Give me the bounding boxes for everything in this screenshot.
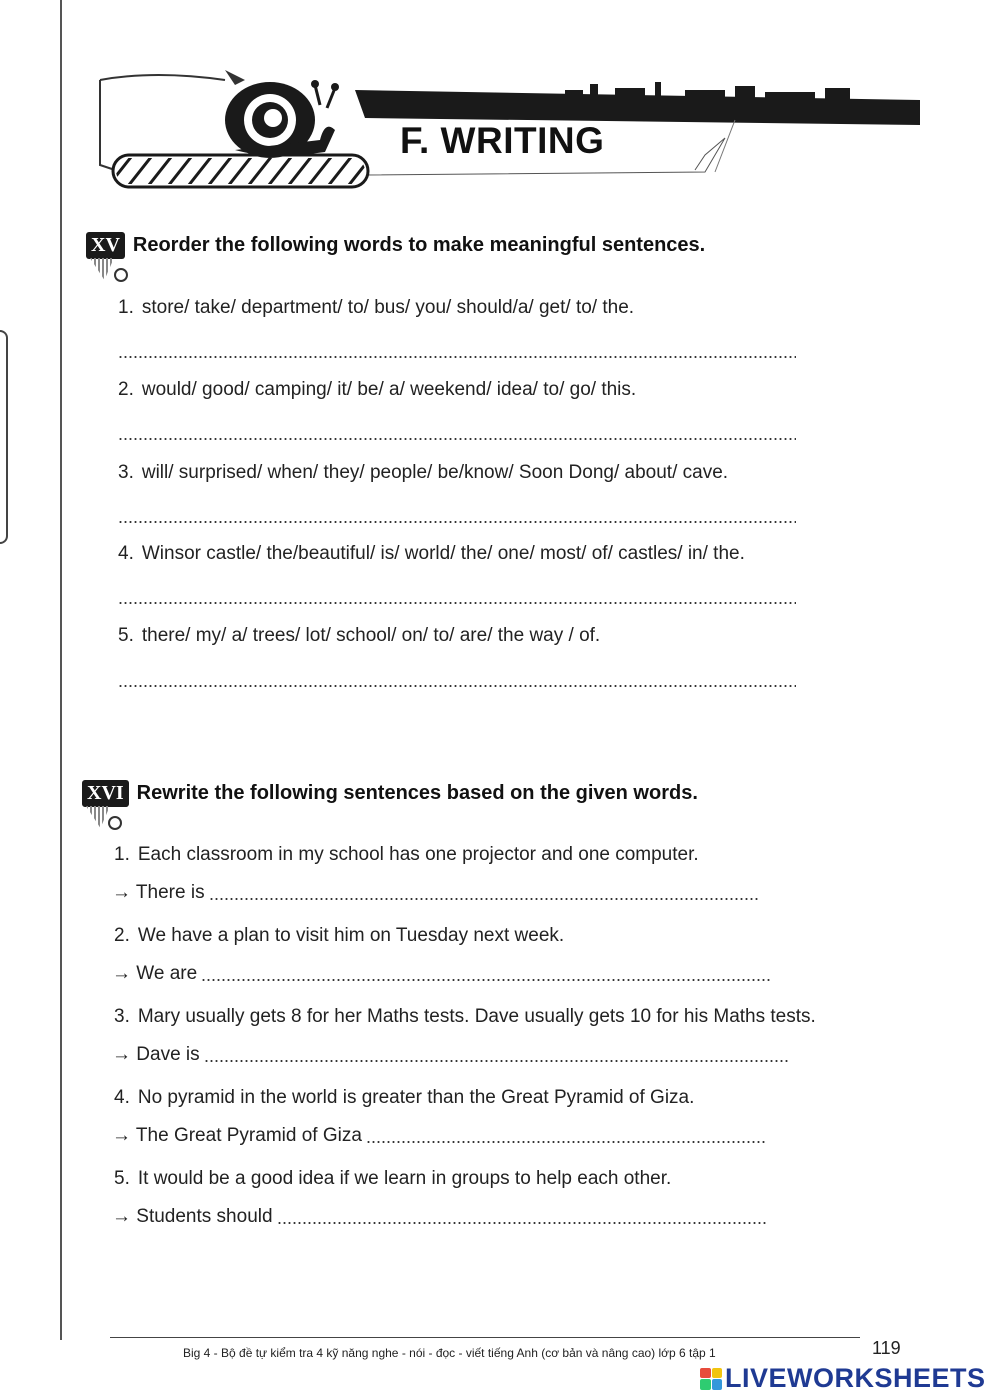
reorder-item: 4. Winsor castle/ the/beautiful/ is/ world/ the/ one/ most/ of/ castles/ in/ the. [118,543,745,564]
liveworksheets-brand: LIVEWORKSHEETS [725,1363,986,1393]
exercise-xvi-header [82,780,698,807]
rewrite-item: 4. No pyramid in the world is greater than the Great Pyramid of Giza. [114,1087,695,1108]
rewrite-answer-row[interactable]: → Dave is [112,1044,789,1066]
rewrite-item: 1. Each classroom in my school has one projector and one computer. [114,844,699,865]
footer-book-title: Big 4 - Bộ đề tự kiểm tra 4 kỹ năng nghe - nói - đọc - viết tiếng Anh (cơ bản và nâng cao) lớp 6 tập 1 [183,1346,716,1360]
page-edge-mark [0,330,8,544]
exercise-xvi-instruction: Rewrite the following sentences based on the given words. [136,782,698,804]
liveworksheets-logo-icon [700,1368,722,1390]
rewrite-item: 2. We have a plan to visit him on Tuesday next week. [114,925,565,946]
reorder-item: 5. there/ my/ a/ trees/ lot/ school/ on/ to/ are/ the way / of. [118,625,601,646]
answer-line[interactable] [277,1222,767,1224]
liveworksheets-watermark [700,1363,986,1394]
page-binding-line [60,0,62,1340]
exercise-xv-badge: XV [86,232,125,259]
answer-line[interactable] [209,898,759,900]
reorder-item: 1. store/ take/ department/ to/ bus/ you/ should/a/ get/ to/ the. [118,297,635,318]
footer-rule [110,1337,860,1338]
answer-line[interactable] [118,685,796,687]
page-number: 119 [872,1338,901,1358]
rewrite-answer-row[interactable]: → The Great Pyramid of Giza [112,1125,766,1147]
rewrite-answer-row[interactable]: → Students should [112,1206,767,1228]
snail-icon [105,70,375,190]
rewrite-answer-row[interactable]: → There is [112,882,759,904]
answer-line[interactable] [118,521,796,523]
reorder-item: 2. would/ good/ camping/ it/ be/ a/ weekend/ idea/ to/ go/ this. [118,379,637,400]
answer-line[interactable] [118,602,796,604]
rewrite-item: 3. Mary usually gets 8 for her Maths tests. Dave usually gets 10 for his Maths tests. [114,1006,816,1027]
exercise-xv-header [86,232,705,259]
pin-icon [108,816,122,830]
reorder-item: 3. will/ surprised/ when/ they/ people/ be/know/ Soon Dong/ about/ cave. [118,462,729,483]
answer-line[interactable] [204,1060,789,1062]
answer-line[interactable] [366,1141,766,1143]
answer-line[interactable] [118,356,796,358]
exercise-xv-instruction: Reorder the following words to make meaningful sentences. [132,234,706,256]
rewrite-item: 5. It would be a good idea if we learn in groups to help each other. [114,1168,672,1189]
section-title: F. WRITING [400,120,605,161]
rewrite-answer-row[interactable]: → We are [112,963,771,985]
pin-icon [114,268,128,282]
exercise-xvi-badge: XVI [82,780,129,807]
answer-line[interactable] [201,979,771,981]
answer-line[interactable] [118,438,796,440]
